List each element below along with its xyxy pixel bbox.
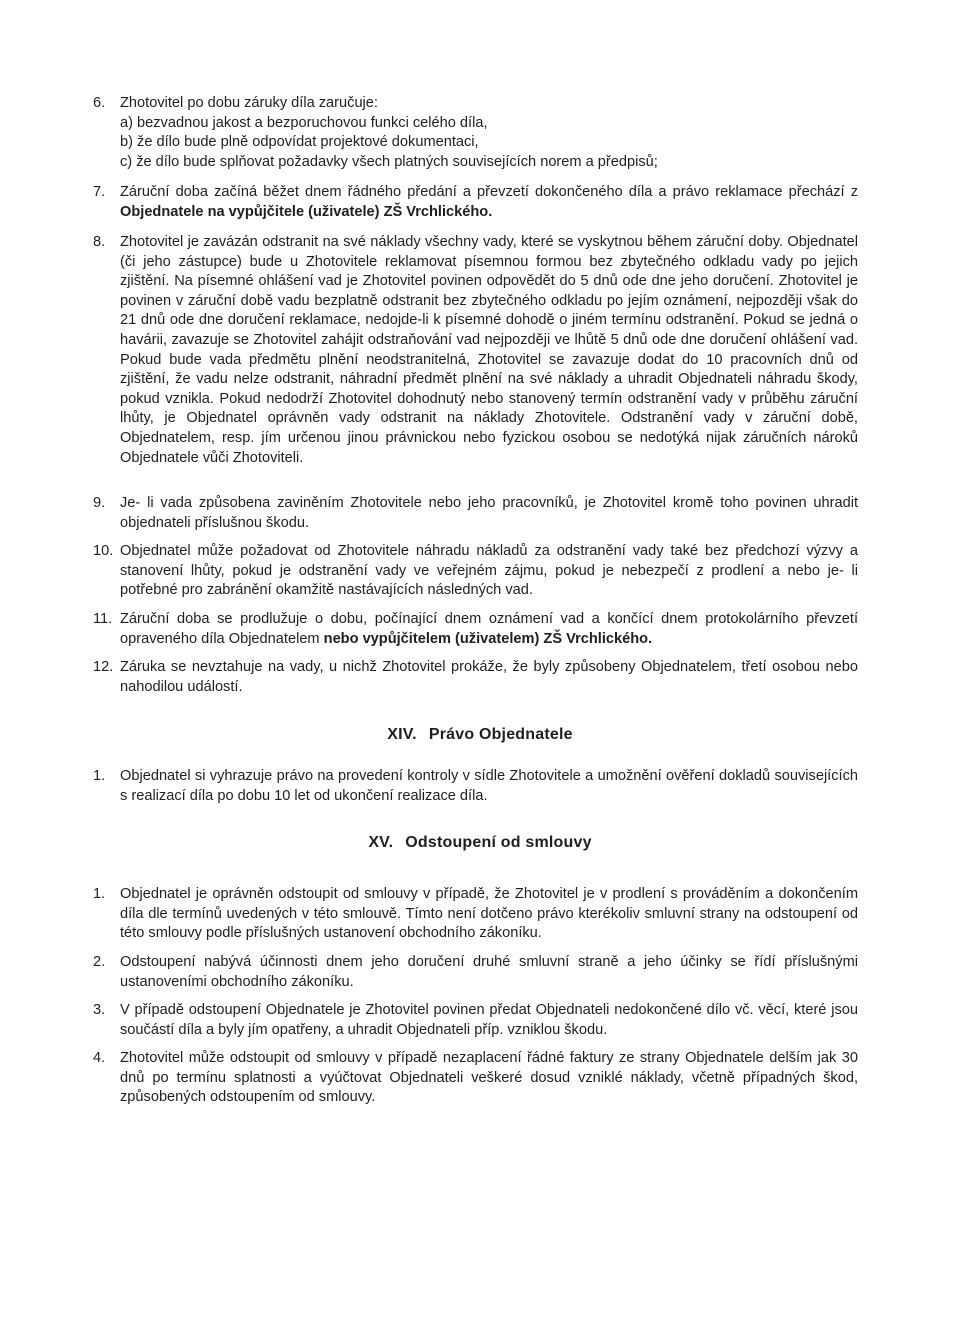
section-heading-xiv xyxy=(0,726,960,744)
item-12-text: Záruka se nevztahuje na vady, u nichž Zhotovitel prokáže, že byly způsobeny Objednatelem, třetí osobou nebo nahodilou událostí. xyxy=(120,659,858,695)
warranty-item-10 xyxy=(93,542,858,601)
warranty-item-12 xyxy=(93,658,858,697)
warranty-item-8 xyxy=(93,233,858,468)
section-heading-xv xyxy=(0,834,960,852)
section-title: Právo Objednatele xyxy=(428,726,573,743)
item-number: 2. xyxy=(93,954,106,970)
item-11-text: Záruční doba se prodlužuje o dobu, počínající dnem oznámení vad a končící dnem protokolárního převzetí opraveného díla Objednatelem xyxy=(120,611,858,647)
item-9-text: Je- li vada způsobena zaviněním Zhotovitele nebo jeho pracovníků, je Zhotovitel kromě toho povinen uhradit objednateli příslušnou škodu. xyxy=(120,495,858,531)
item-7-text: Záruční doba začíná běžet dnem řádného předání a převzetí dokončeného díla a právo reklamace přechází z xyxy=(120,184,858,200)
item-6-point-c: c) že dílo bude splňovat požadavky všech platných souvisejících norem a předpisů; xyxy=(120,153,658,170)
item-7-bold-text: Objednatele na vypůjčitele (uživatele) ZŠ Vrchlického. xyxy=(120,203,493,220)
section-title: Odstoupení od smlouvy xyxy=(405,834,592,851)
xv-item-2 xyxy=(93,953,858,992)
warranty-item-9 xyxy=(93,494,858,533)
item-number: 12. xyxy=(93,659,114,675)
item-6-point-a: a) bezvadnou jakost a bezporuchovou funkci celého díla, xyxy=(120,114,488,131)
item-number: 1. xyxy=(93,768,106,784)
item-number: 4. xyxy=(93,1050,106,1066)
xiv-item-1-text: Objednatel si vyhrazuje právo na provedení kontroly v sídle Zhotovitele a umožnění ověření dokladů souvisejících s realizací díla po dobu 10 let od ukončení realizace díla. xyxy=(120,768,858,804)
xiv-item-1 xyxy=(93,767,858,806)
item-number: 11. xyxy=(93,611,113,627)
item-number: 6. xyxy=(93,95,106,111)
item-10-text: Objednatel může požadovat od Zhotovitele náhradu nákladů za odstranění vady také bez předchozí výzvy a stanovení lhůty, pokud je odstranění vady ve veřejném zájmu, pokud je nebezpečí z prodlení a nebo je- li potřebné pro zabránění okamžitě nastávajících následných vad. xyxy=(120,543,858,599)
item-8-text: Zhotovitel je zavázán odstranit na své náklady všechny vady, které se vyskytnou během záruční doby. Objednatel (či jeho zástupce) bude u Zhotovitele reklamovat písemnou formou bez zbytečného odkladu vady po jejich zjištění. Na písemné ohlášení vad je Zhotovitel povinen odpovědět do 5 dnů ode dne jeho doručení. Zhotovitel je povinen v záruční době vadu bezplatně odstranit bez zbytečného odkladu po jejím oznámení, nejpozději však do 21 dnů ode dne doručení reklamace, nedojde-li k písemné dohodě o jiném termínu odstranění. Pokud se jedná o havárii, zavazuje se Zhotovitel zahájit odstraňování vad nejpozději ve lhůtě 5 dnů ode dne doručení ohlášení vad. Pokud bude vada předmětu plnění neodstranitelná, Zhotovitel se zavazuje dodat do 10 pracovních dnů od zjištění, že vadu nelze odstranit, náhradní předmět plnění na své náklady a uhradit Objednateli náhradu škody, pokud vznikla. Pokud nedodrží Zhotovitel dohodnutý nebo stanovený termín odstranění vady v průběhu záruční lhůty, je Objednatel oprávněn vady odstranit na náklady Zhotovitele. Odstranění vady v záruční době, Objednatelem, resp. jím určenou jinou právnickou nebo fyzickou osobou se nedotýká nijak záručních nároků Objednatele vůči Zhotoviteli. xyxy=(120,234,858,466)
item-6-intro: Zhotovitel po dobu záruky díla zaručuje: xyxy=(120,95,378,111)
xv-item-2-text: Odstoupení nabývá účinnosti dnem jeho doručení druhé smluvní straně a jeho účinky se řídí příslušnými ustanoveními obchodního zákoníku. xyxy=(120,954,858,990)
warranty-item-7 xyxy=(93,183,858,222)
xv-item-1 xyxy=(93,885,858,944)
section-numeral: XV. xyxy=(368,834,394,851)
item-number: 9. xyxy=(93,495,106,511)
section-numeral: XIV. xyxy=(387,726,417,743)
item-number: 3. xyxy=(93,1002,106,1018)
item-6-point-b: b) že dílo bude plně odpovídat projektové dokumentaci, xyxy=(120,134,479,151)
xv-item-1-text: Objednatel je oprávněn odstoupit od smlouvy v případě, že Zhotovitel je v prodlení s prováděním a dokončením díla dle termínů uvedených v této smlouvě. Tímto není dotčeno právo kterékoliv smluvní strany na odstoupení od této smlouvy podle příslušných ustanovení obchodního zákoníku. xyxy=(120,886,858,942)
warranty-item-6 xyxy=(93,94,858,172)
xv-item-4-text: Zhotovitel může odstoupit od smlouvy v případě nezaplacení řádné faktury ze strany Objednatele delším jak 30 dnů po termínu splatnosti a vyúčtovat Objednateli veškeré dosud vzniklé náklady, včetně případných škod, způsobených odstoupením od smlouvy. xyxy=(120,1050,858,1106)
xv-item-4 xyxy=(93,1049,858,1108)
item-number: 8. xyxy=(93,234,106,250)
item-number: 7. xyxy=(93,184,106,200)
xv-item-3-text: V případě odstoupení Objednatele je Zhotovitel povinen předat Objednateli nedokončené dílo vč. věcí, které jsou součástí díla a byly jím opatřeny, a uhradit Objednateli příp. vzniklou škodu. xyxy=(120,1002,858,1038)
xv-item-3 xyxy=(93,1001,858,1040)
item-number: 1. xyxy=(93,886,106,902)
item-11-bold-text: nebo vypůjčitelem (uživatelem) ZŠ Vrchlického. xyxy=(323,630,653,647)
warranty-item-11 xyxy=(93,610,858,649)
item-number: 10. xyxy=(93,543,114,559)
